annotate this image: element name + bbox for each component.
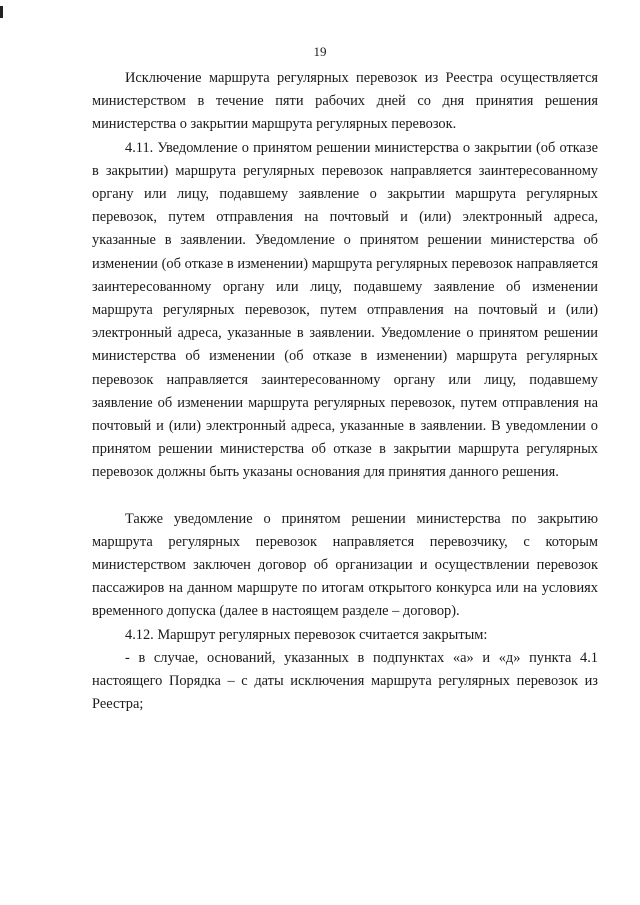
paragraph-4-12-heading: 4.12. Маршрут регулярных перевозок считается закрытым:: [125, 626, 488, 643]
paragraph-4-11-notification: 4.11. Уведомление о принятом решении министерства о закрытии (об отказе в закрытии) маршрута регулярных перевозок направляется заинтересованному органу или лицу, подавшему заявление о закрытии маршрута регулярных перевозок, путем отправления на почтовый и (или) электронный адреса, указанные в заявлении. Уведомление о принятом решении министерства об изменении (об отказе в изменении) маршрута регулярных перевозок направляется заинтересованному органу или лицу, подавшему заявление об изменении маршрута регулярных перевозок, путем отправления на почтовый и (или) электронный адреса, указанные в заявлении. Уведомление о принятом решении министерства об изменении (об отказе в изменении) маршрута регулярных перевозок направляется заинтересованному органу или лицу, подавшему заявление об изменении маршрута регулярных перевозок, путем отправления на почтовый и (или) электронный адреса, указанные в заявлении. В уведомлении о принятом решении министерства об отказе в закрытии маршрута регулярных перевозок должны быть указаны основания для принятия данного решения.: [92, 139, 598, 481]
paragraph-carrier-notification: Также уведомление о принятом решении министерства по закрытию маршрута регулярных перевозок направляется перевозчику, с которым министерством заключен договор об организации и осуществлении перевозок пассажиров на данном маршруте по итогам открытого конкурса или на условиях временного допуска (далее в настоящем разделе – договор).: [92, 510, 598, 620]
page-number: 19: [313, 44, 327, 59]
paragraph-4-12-case: - в случае, оснований, указанных в подпунктах «а» и «д» пункта 4.1 настоящего Порядка – с даты исключения маршрута регулярных перевозок из Реестра;: [92, 649, 598, 713]
document-body: [92, 67, 598, 716]
scan-edge-mark: [0, 6, 3, 18]
paragraph-registry-exclusion: Исключение маршрута регулярных перевозок из Реестра осуществляется министерством в течение пяти рабочих дней со дня принятия решения министерства о закрытии маршрута регулярных перевозок.: [92, 70, 598, 133]
